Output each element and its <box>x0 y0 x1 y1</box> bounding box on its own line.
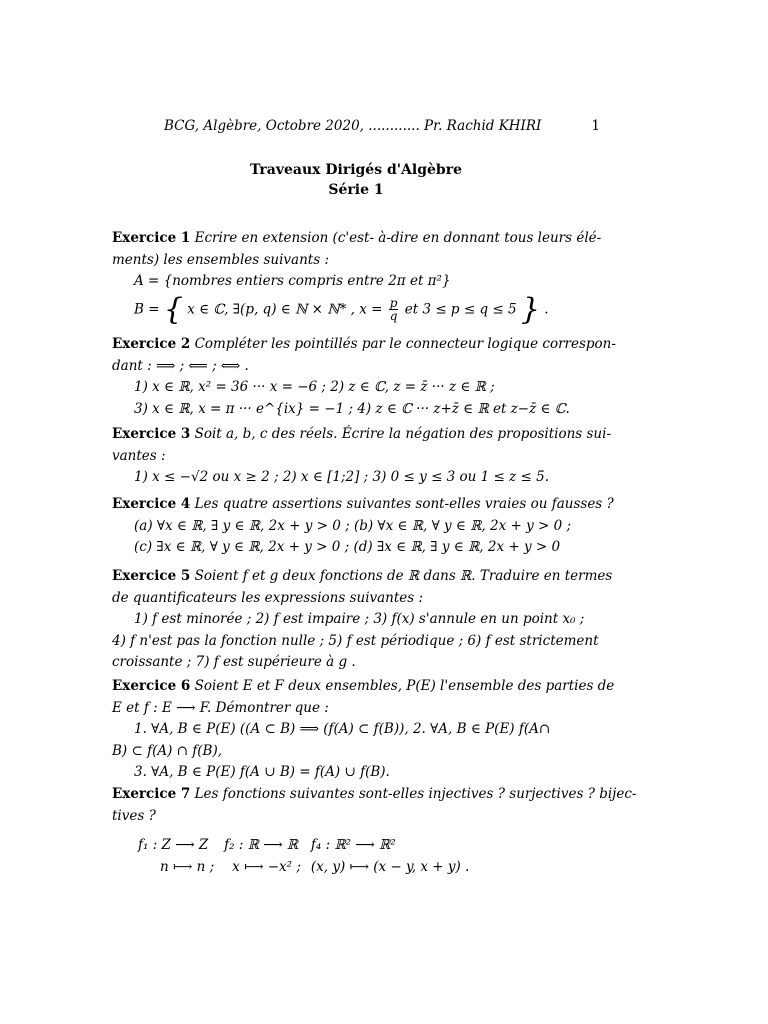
exercise-6-line-1: 1. ∀A, B ∈ P(E) ((A ⊂ B) ⟹ (f(A) ⊂ f(B)), 2. ∀A, B ∈ P(E) f(A∩ <box>134 721 551 737</box>
exercise-2-text: Compléter les pointillés par le connecteur logique correspon- <box>194 336 616 352</box>
set-a: A = {nombres entiers compris entre 2π et π²} <box>134 273 451 289</box>
exercise-5-line-1: 1) f est minorée ; 2) f est impaire ; 3) f(x) s'annule en un point x₀ ; <box>134 611 585 627</box>
exercise-1-text: Ecrire en extension (c'est- à-dire en donnant tous leurs élé- <box>194 230 602 246</box>
fraction-numerator: p <box>389 296 398 310</box>
exercise-3-heading: Exercice 3 <box>112 426 191 442</box>
set-b-left: B = <box>134 301 160 317</box>
exercise-3-line-1: 1) x ≤ −√2 ou x ≥ 2 ; 2) x ∈ [1;2] ; 3) 0 ≤ y ≤ 3 ou 1 ≤ z ≤ 5. <box>134 469 550 485</box>
exercise-5-text: Soient f et g deux fonctions de ℝ dans ℝ. Traduire en termes <box>194 568 613 584</box>
f2-definition: f₂ : ℝ ⟶ ℝ <box>224 837 299 853</box>
exercise-5-line-3: croissante ; 7) f est supérieure à g . <box>112 654 356 670</box>
exercise-6-line-2: B) ⊂ f(A) ∩ f(B), <box>112 742 222 759</box>
f4-definition: f₄ : ℝ² ⟶ ℝ² <box>310 837 396 853</box>
exercise-5 <box>112 566 613 674</box>
exercise-7-heading: Exercice 7 <box>112 786 191 802</box>
fraction-denominator: q <box>389 309 398 323</box>
exercise-6-heading: Exercice 6 <box>112 678 191 694</box>
f2-mapping: x ⟼ −x² ; <box>232 858 301 875</box>
exercise-3-text-2: vantes : <box>112 447 166 464</box>
exercise-2-line-1: 1) x ∈ ℝ, x² = 36 ··· x = −6 ; 2) z ∈ ℂ, z = z̄ ··· z ∈ ℝ ; <box>134 379 495 395</box>
exercise-6 <box>112 676 615 784</box>
title-line-2: Série 1 <box>328 182 384 198</box>
page-number: 1 <box>591 118 600 134</box>
exercise-7-text-2: tives ? <box>112 807 156 824</box>
exercise-4-heading: Exercice 4 <box>112 496 191 512</box>
exercise-3-text: Soit a, b, c des réels. Écrire la négation des propositions sui- <box>194 426 612 442</box>
set-b-inner: x ∈ ℂ, ∃(p, q) ∈ ℕ × ℕ* , x = <box>187 301 383 317</box>
page-header <box>112 118 600 140</box>
exercise-5-line-2: 4) f n'est pas la fonction nulle ; 5) f est périodique ; 6) f est strictement <box>112 632 599 649</box>
exercise-1-text-2: ments) les ensembles suivants : <box>112 251 329 268</box>
exercise-4 <box>112 494 614 559</box>
exercise-2-text-2: dant : ⟹ ; ⟸ ; ⟺ . <box>112 357 249 374</box>
exercise-4-text: Les quatre assertions suivantes sont-elles vraies ou fausses ? <box>194 496 614 512</box>
exercise-4-line-2: (c) ∃x ∈ ℝ, ∀ y ∈ ℝ, 2x + y > 0 ; (d) ∃x ∈ ℝ, ∃ y ∈ ℝ, 2x + y > 0 <box>134 539 561 555</box>
exercise-2-line-2: 3) x ∈ ℝ, x = π ··· e^{ix} = −1 ; 4) z ∈ ℂ ··· z+z̄ ∈ ℝ et z−z̄ ∈ ℂ. <box>134 400 570 417</box>
exercise-6-line-3: 3. ∀A, B ∈ P(E) f(A ∪ B) = f(A) ∪ f(B). <box>134 764 390 780</box>
exercise-6-text: Soient E et F deux ensembles, P(E) l'ensemble des parties de <box>194 678 615 694</box>
set-b-condition: et 3 ≤ p ≤ q ≤ 5 <box>404 301 517 317</box>
set-b-end: . <box>544 301 549 317</box>
left-brace-icon: { <box>163 291 183 327</box>
title-line-1: Traveaux Dirigés d'Algèbre <box>250 162 462 178</box>
exercise-7-text: Les fonctions suivantes sont-elles injectives ? surjectives ? bijec- <box>194 786 637 802</box>
f1-definition: f₁ : Z ⟶ Z <box>138 837 209 853</box>
exercise-6-text-2: E et f : E ⟶ F. Démontrer que : <box>112 699 329 716</box>
exercise-2-heading: Exercice 2 <box>112 336 191 352</box>
fraction-p-over-q <box>389 297 399 322</box>
exercise-1 <box>112 228 602 325</box>
set-b <box>112 291 602 327</box>
exercise-7 <box>112 784 637 878</box>
exercise-1-heading: Exercice 1 <box>112 230 191 246</box>
exercise-3 <box>112 424 612 489</box>
document-title <box>112 160 600 200</box>
f4-mapping: (x, y) ⟼ (x − y, x + y) . <box>310 858 470 875</box>
f1-mapping: n ⟼ n ; <box>160 858 215 875</box>
exercise-4-line-1: (a) ∀x ∈ ℝ, ∃ y ∈ ℝ, 2x + y > 0 ; (b) ∀x ∈ ℝ, ∀ y ∈ ℝ, 2x + y > 0 ; <box>134 517 572 534</box>
exercise-5-heading: Exercice 5 <box>112 568 191 584</box>
running-header: BCG, Algèbre, Octobre 2020, ............ Pr. Rachid KHIRI <box>164 118 542 134</box>
exercise-2 <box>112 334 616 420</box>
function-definitions <box>138 835 479 878</box>
exercise-5-text-2: de quantificateurs les expressions suivantes : <box>112 589 424 606</box>
right-brace-icon: } <box>520 291 540 327</box>
